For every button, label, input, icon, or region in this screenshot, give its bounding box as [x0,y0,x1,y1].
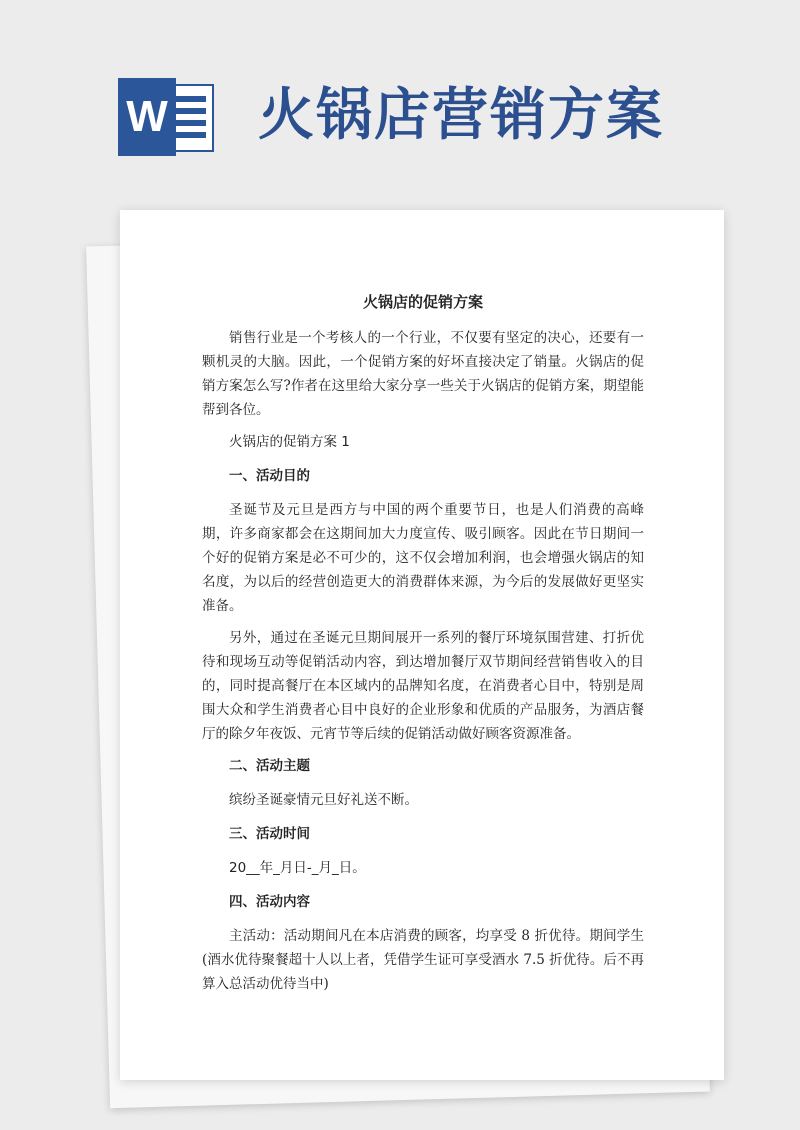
word-document-icon [118,78,216,156]
main-title: 火锅店营销方案 [258,83,664,148]
page-header [0,0,800,200]
section3-heading: 三、活动时间 [229,826,310,842]
document-body [202,290,644,1004]
intro-paragraph: 销售行业是一个考核人的一个行业，不仅要有坚定的决心，还要有一颗机灵的大脑。因此，一个促销方案的好坏直接决定了销量。火锅店的促销方案怎么写?作者在这里给大家分享一些关于火锅店的促销方案，期望能帮到各位。 [202,330,644,418]
section3-text: 20__年_月日-_月_日。 [229,860,366,876]
section1-heading: 一、活动目的 [229,468,310,484]
section2-text: 缤纷圣诞豪情元旦好礼送不断。 [229,792,418,808]
section2-heading: 二、活动主题 [229,758,310,774]
section4-paragraph: 主活动：活动期间凡在本店消费的顾客，均享受 8 折优待。期间学生(酒水优待聚餐超十人以上者，凭借学生证可享受酒水 7.5 折优待。后不再算入总活动优待当中) [202,928,644,992]
document-title: 火锅店的促销方案 [362,293,483,311]
plan-title: 火锅店的促销方案 1 [229,434,350,450]
word-logo-badge: W [118,78,176,156]
document-page [120,210,724,1080]
section1-paragraph-1: 圣诞节及元旦是西方与中国的两个重要节日，也是人们消费的高峰期，许多商家都会在这期间加大力度宣传、吸引顾客。因此在节日期间一个好的促销方案是必不可少的，这不仅会增加利润，也会增强火锅店的知名度，为以后的经营创造更大的消费群体来源，为今后的发展做好更坚实准备。 [202,502,644,614]
section4-heading: 四、活动内容 [229,894,310,910]
section1-paragraph-2: 另外，通过在圣诞元旦期间展开一系列的餐厅环境氛围营建、打折优待和现场互动等促销活动内容，到达增加餐厅双节期间经营销售收入的目的，同时提高餐厅在本区域内的品牌知名度，在消费者心目中，特别是周围大众和学生消费者心目中良好的企业形象和优质的产品服务，为酒店餐厅的除夕年夜饭、元宵节等后续的促销活动做好顾客资源准备。 [202,630,644,742]
